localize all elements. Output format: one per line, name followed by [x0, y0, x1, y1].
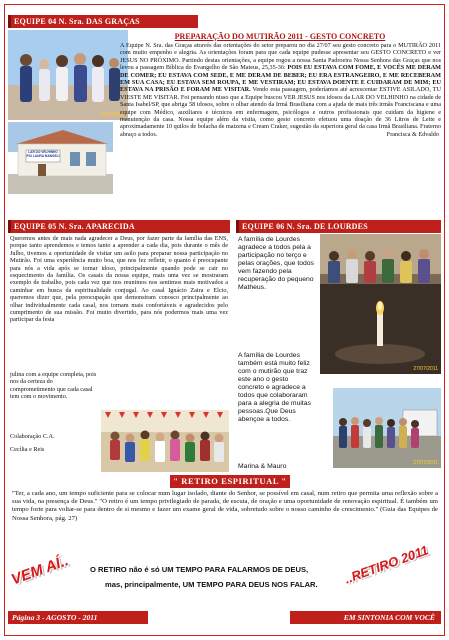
- equipe06-signature: Marina & Mauro: [238, 463, 287, 470]
- photo-date-stamp: 27/07/2011: [100, 112, 125, 118]
- building-sign-text: LAR DO VELHINHO PIO LAURA MANGELI: [26, 150, 60, 158]
- equipe04-group-photo: [8, 30, 128, 120]
- equipe04-article-body: [120, 42, 441, 138]
- footer-tagline: EM SINTONIA COM VOCÊ: [290, 611, 441, 624]
- equipe04-header: EQUIPE 04 N. Sra. DAS GRAÇAS: [8, 15, 198, 28]
- equipe04-body-intro: A Equipe N. Sra. das Graças através das orientações do setor preparou no dia 27/07 seu gesto concreto para o MUTIRÃO 2011 com muito empenho e alegria. As orientações foram para que cada equipe pudesse apresentar seu GESTO CONCRETO e ver JESUS NO PRÓXIMO. Partindo destas orientações, a equipe rogou a nossa Santa Padroeira Nossa Senhora das Graças que nos levou a passagem Bíblica do Evangelho de São Mateus, 25,35-36:: [120, 42, 441, 72]
- equipe06-group-photo: [333, 388, 441, 468]
- slogan-retiro-2011: ..RETIRO 2011: [342, 542, 431, 587]
- equipe06-photo-date-2: 27/07/2011: [413, 460, 438, 466]
- equipe06-prayer-photo: [320, 234, 441, 374]
- slogan-vem-ai: VEM AÍ..: [9, 552, 71, 589]
- equipe04-body-rest: Vendo esta passagem, poderíamos até acrescentar ESTIVE ASILADO, TU VIESTE ME VISITAR. Foi pensando nisso que a Equipe buscou VER JESUS nos idosos da LAR DO VELHINHO na cidade de Santa Isabel/SP, que abriga 58 idosos, sobre o olhar atendo da Irmã Brasiliana com a ajuda de mais três irmãs Franciscana e uma equipe com Médico, auxiliares e técnicos em enfermagem, psicólogos e outros profissionais que cuidam da higiene e manutenção da casa. Nossa equipe além da visita, como gesto concreto efetuou uma doação de 36 Litros de Leite e aproximadamente 10 quilos de bolacha de maizena e Cream Craker, sugestão da superiora geral da casa Irmã Brasiliana. Fraterno abraço a todos.: [120, 86, 442, 138]
- footer-page-info: Página 3 - AGOSTO - 2011: [8, 611, 148, 624]
- equipe04-building-photo: [8, 122, 113, 194]
- equipe06-header: EQUIPE 06 N. Sra. DE LOURDES: [236, 220, 441, 233]
- equipe05-header: EQUIPE 05 N. Sra. APARECIDA: [8, 220, 230, 233]
- retiro-line-1: O RETIRO não é só UM TEMPO PARA FALARMOS DE DEUS,: [90, 565, 309, 574]
- equipe06-paragraph-1: A família de Lourdes agradece a todos pela a participação no terço e pelas orações, que todos vem fazendo pela recuperação do pequeno Matheus.: [238, 236, 314, 291]
- equipe05-collab: Colaboração C.A.: [10, 433, 55, 440]
- equipe04-signature: Francisca & Edvaldo: [386, 130, 439, 138]
- retiro-quote: "Ter, a cada ano, um tempo suficiente para se colocar num lugar isolado, diante do Senhor, se possível em casal, num retiro que permita uma reflexão sobre a sua vida, na presença de Deus." "O retiro é um tempo privilegiado de parada, de escuta, de oração e uma oportunidade de renovação espiritual. É também um tempo forte para voltar-se para dentro de si mesmo e fazer um exame geral de vida, sobretudo sobre o nosso caminho de crescimento." (Guia das Equipes de Nossa Senhora, pág. 27): [12, 490, 438, 522]
- retiro-title: " RETIRO ESPIRITUAL ": [170, 475, 290, 488]
- equipe04-article-title: PREPARAÇÃO DO MUTIRÃO 2011 - GESTO CONCRETO: [174, 32, 386, 41]
- equipe05-body-side: julina com a equipe completa, pois nos da certeza do comprometimento que cada casal tem com o movimento.: [10, 371, 97, 401]
- equipe05-party-photo: [101, 410, 229, 472]
- equipe05-body: Queremos antes de mais nada agradecer a Deus, por fazer parte da família das ENS, porque tanto aprendemos e temos tanto a aprender a cada dia, pois durante o mês de Julho, tivemos a oportunidade de visitar um asilo para preparar nossa participação no Mutirão. Foi uma experiência muito boa, que nos fez refletir, o quanto é preocupante para nós a vida após se tornar idoso, principalmente quando pode se cair no esquecimento da família. Os casais da nossa equipe, mais uma vez se mostraram exemplo de trabalho, pois cada vez que nos reunimos nos sentimos mais motivados a caminhar em busca da espiritualidade conjugal. Ao casal Ignácio Zaira e Elcio, queremos dizer que, pela preocupação que demonstram conosco principalmente ao olhar individualmente cada casal, nos tornam mais confortáveis e agradecidos pelo cumprimento de sua missão. Foi muito divertido, para nós podermos mais uma vez participar da festa: [10, 235, 228, 324]
- equipe04-body-scripture: POIS EU ESTAVA COM FOME, E VOCÊS ME DERAM DE COMER; EU ESTAVA COM SEDE, E ME DERAM DE BEBER; EU ERA ESTRANGEIRO, E ME RECEBERAM EM SUA CASA; EU ESTAVA SEM ROUPA, E ME VESTIRAM; EU ESTAVA DOENTE E CUIDARAM DE MIM; EU ESTAVA NA PRISÃO E FORAM ME VISITAR.: [120, 64, 441, 94]
- equipe06-paragraph-2: A família de Lourdes também está muito feliz com o mutirão que traz este ano o gesto concreto e agradece a todos que colaboraram para a alegria de muitas pessoas.Que Deus abençoe a todos.: [238, 352, 311, 423]
- equipe06-photo-date-1: 27/07/2011: [413, 366, 438, 372]
- retiro-line-2: mas, principalmente, UM TEMPO PARA DEUS NOS FALAR.: [105, 580, 318, 589]
- equipe05-signature: Cecília e Reis: [10, 446, 45, 453]
